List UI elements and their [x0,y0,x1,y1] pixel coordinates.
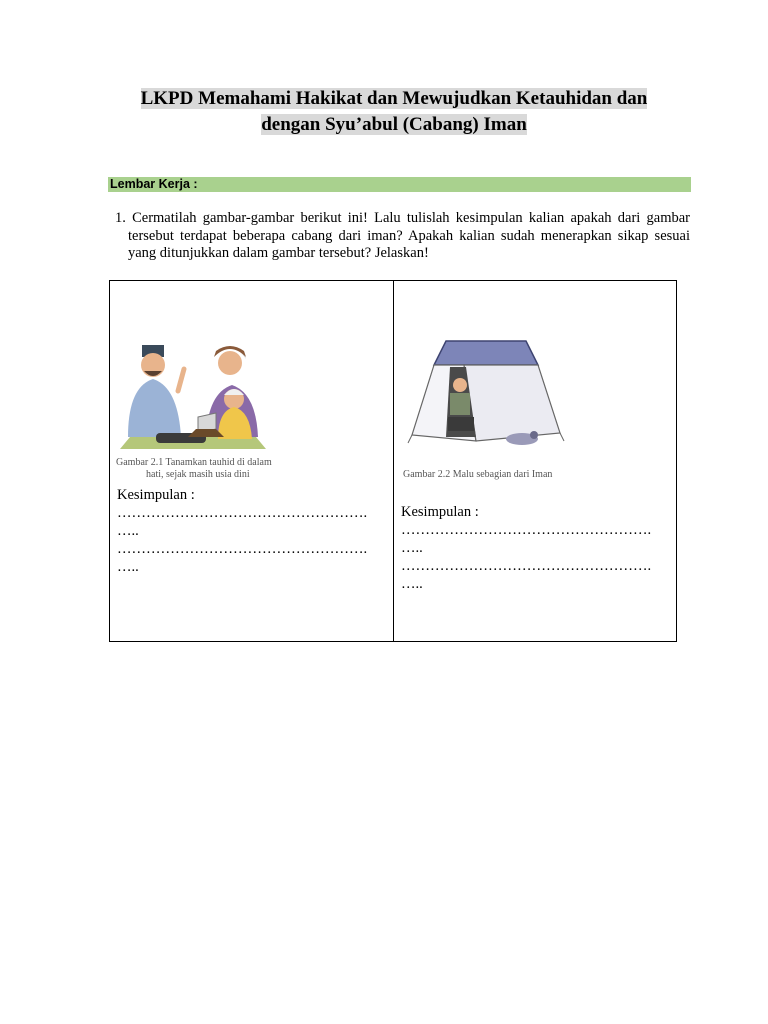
answer-line-end: ….. [401,540,423,556]
answer-line: ……………………………………………. [117,505,368,521]
caption-1-line-2: hati, sejak masih usia dini [146,469,250,480]
answer-line: ……………………………………………. [401,558,652,574]
answer-area-right [401,503,669,593]
title-line-1: LKPD Memahami Hakikat dan Mewujudkan Ketauhidan dan [140,88,648,109]
answer-line-end: ….. [117,523,139,539]
document-title [100,86,688,138]
question-1 [108,210,690,263]
family-studying-illustration [116,337,276,455]
answer-line: ……………………………………………. [401,522,652,538]
kesimpulan-label: Kesimpulan : [401,504,479,520]
table-cell-left [110,281,393,641]
image-caption-2 [403,469,552,481]
image-caption-1 [116,457,272,481]
table-cell-right [393,281,676,641]
tent-illustration [406,337,566,449]
section-header-bar [108,177,691,192]
answer-line-end: ….. [117,559,139,575]
caption-1-line-1: Gambar 2.1 Tanamkan tauhid di dalam [116,457,272,468]
caption-2-line-1: Gambar 2.2 Malu sebagian dari Iman [403,469,553,480]
answer-line: ……………………………………………. [117,541,368,557]
answer-area-left [117,486,385,576]
section-label: Lembar Kerja : [110,177,198,191]
worksheet-table [109,280,677,642]
answer-line-end: ….. [401,576,423,592]
kesimpulan-label: Kesimpulan : [117,487,195,503]
question-number: 1. [115,210,126,226]
title-line-2: dengan Syu’abul (Cabang) Iman [261,114,527,135]
question-text: Cermatilah gambar-gambar berikut ini! Lalu tulislah kesimpulan kalian apakah dari gambar tersebut terdapat beberapa cabang dari iman? Apakah kalian sudah menerapkan sikap sesuai yang ditunjukkan dalam gambar tersebut? Jelaskan! [128,210,690,261]
